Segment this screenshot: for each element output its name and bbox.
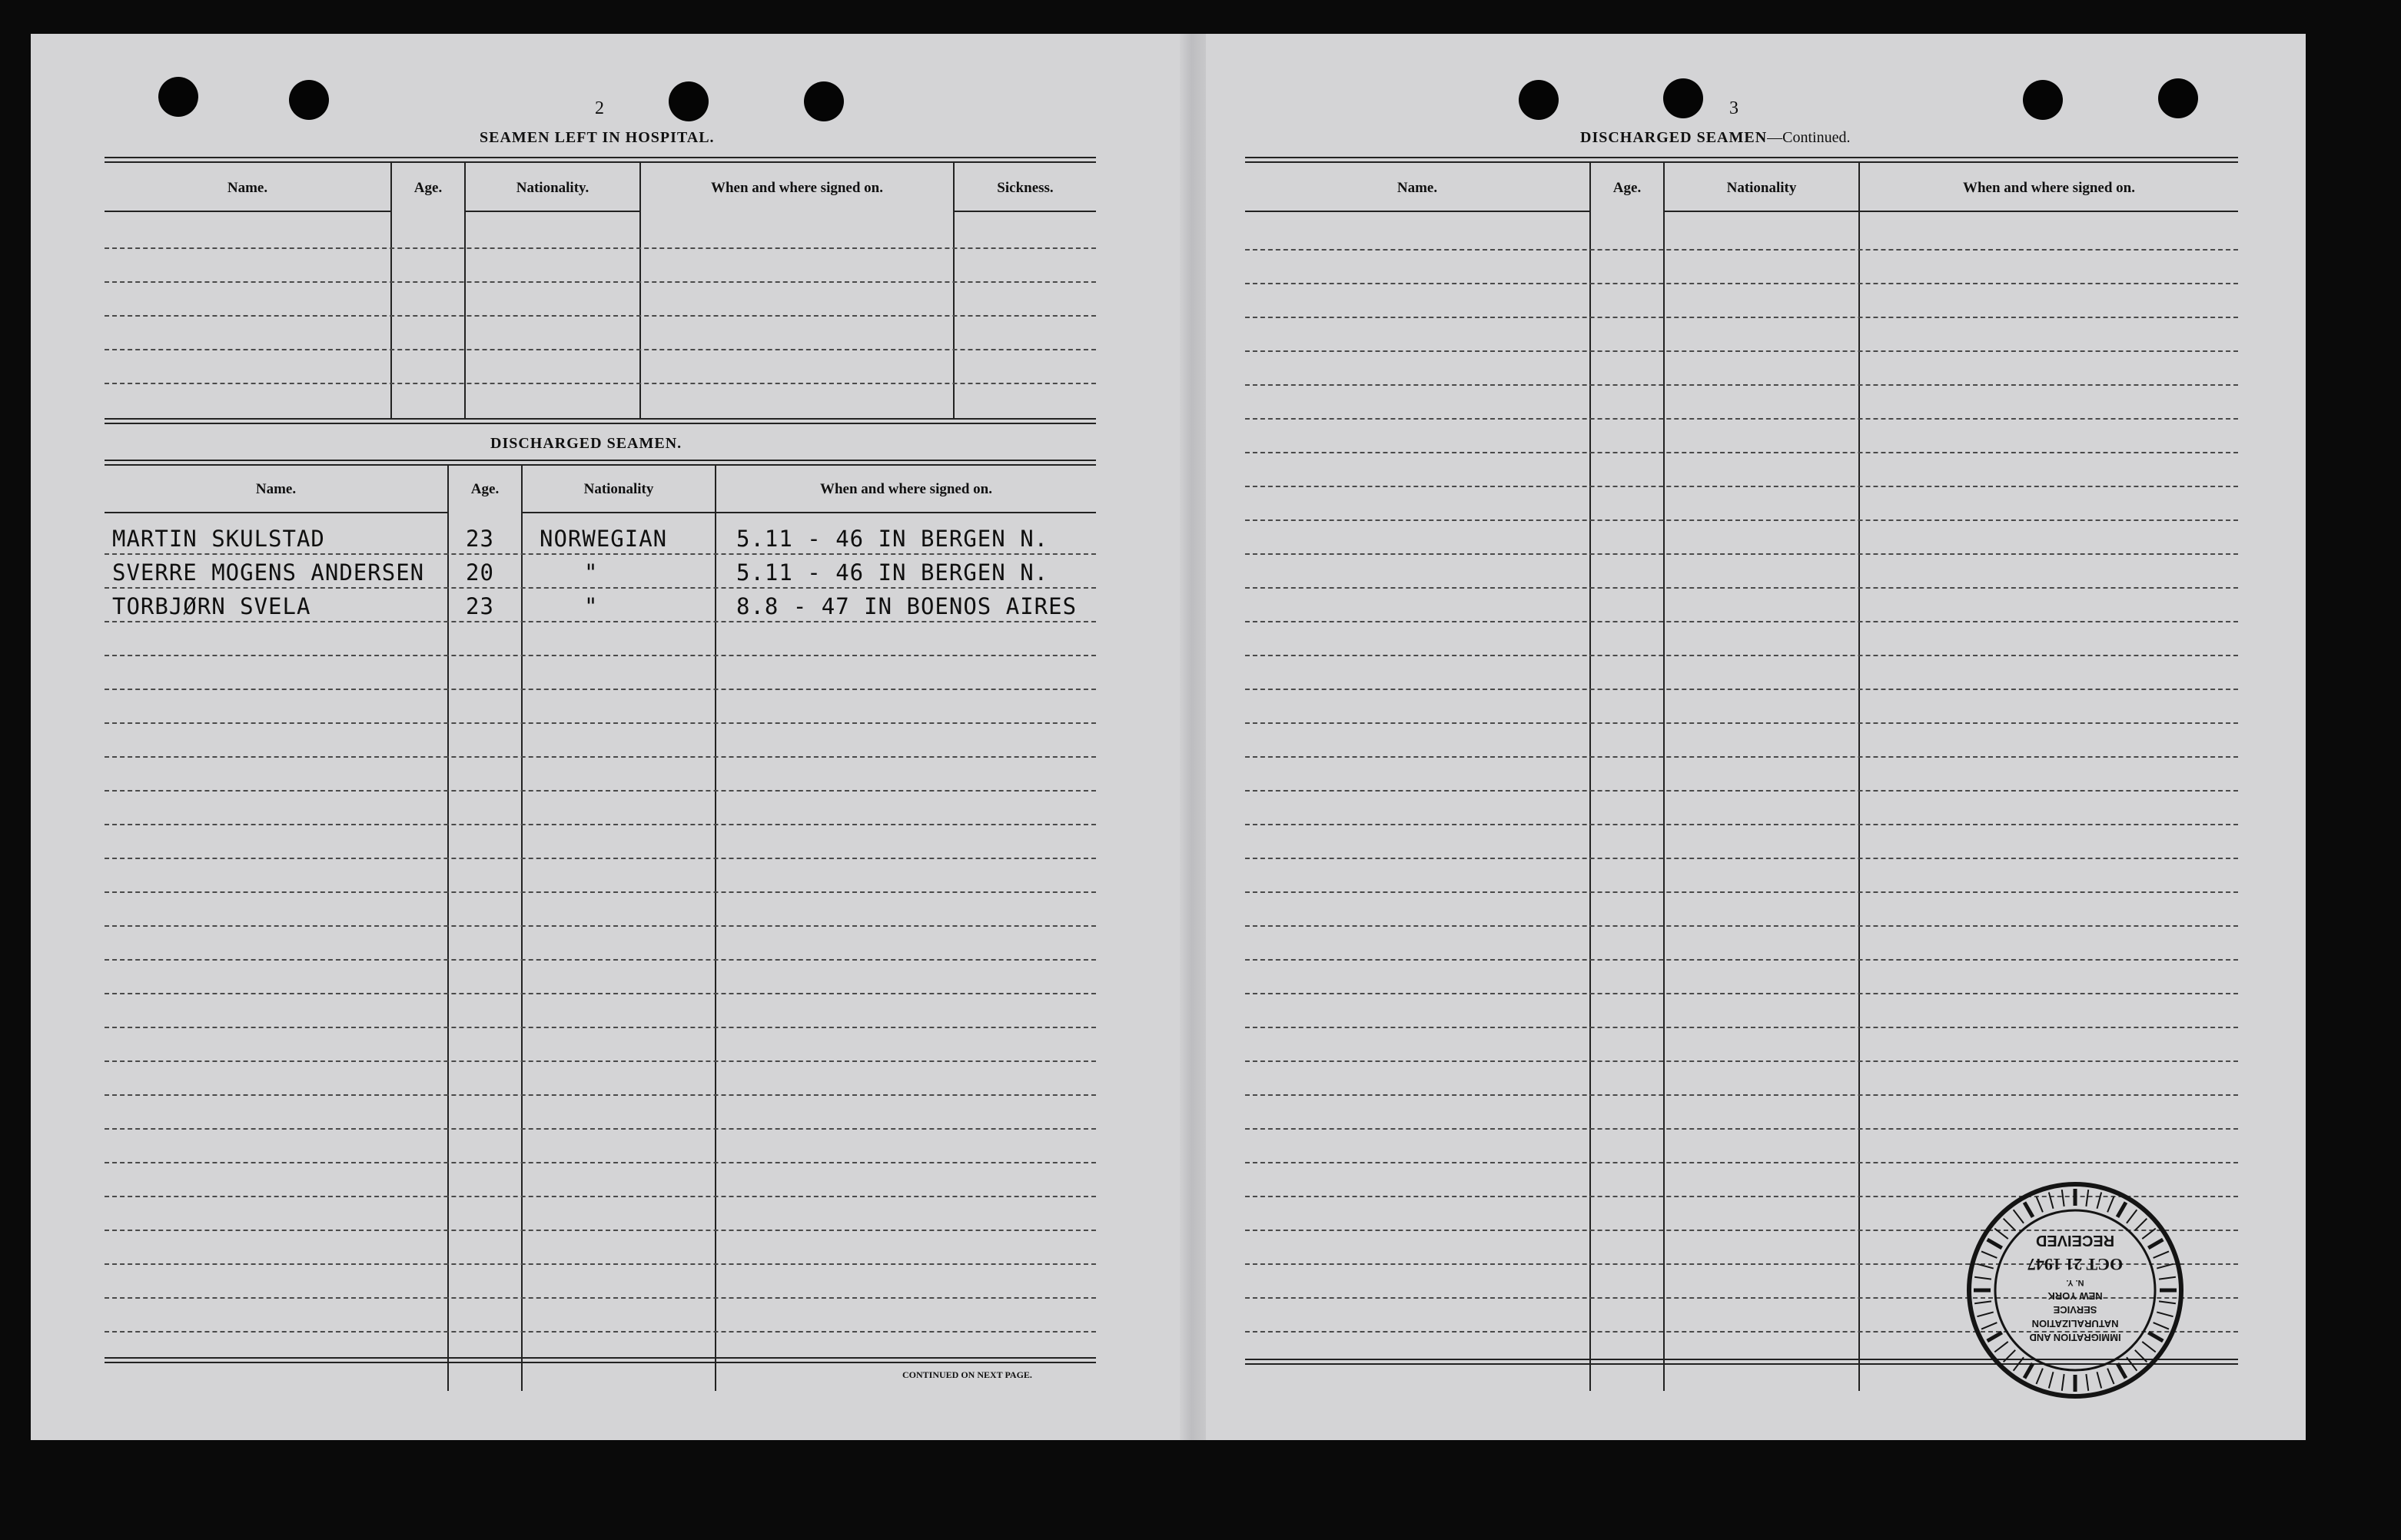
punch-hole xyxy=(1519,80,1559,120)
stamp-tick xyxy=(2062,1374,2064,1391)
ruled-line xyxy=(105,824,1096,825)
stamp-tick xyxy=(2036,1196,2042,1212)
ruled-line xyxy=(105,1331,1096,1333)
stamp-line5: N. Y. xyxy=(2066,1278,2084,1287)
stamp-tick xyxy=(2107,1369,2114,1384)
stamp-tick xyxy=(1988,1333,2002,1341)
stamp-tick xyxy=(1994,1229,2007,1239)
rule xyxy=(1245,161,2238,163)
punch-hole xyxy=(158,77,198,117)
stamp-tick xyxy=(2062,1190,2064,1206)
rule xyxy=(105,423,1096,424)
ruled-line xyxy=(105,1094,1096,1096)
ruled-line xyxy=(1245,891,2238,893)
stamp-tick xyxy=(1974,1277,1991,1279)
ruled-line xyxy=(1245,587,2238,589)
stamp-tick xyxy=(2097,1372,2101,1388)
discharged-col-age: Age. xyxy=(470,481,500,497)
ruled-line xyxy=(105,1196,1096,1197)
right-col-name: Name. xyxy=(1396,180,1438,196)
ruled-line xyxy=(1245,756,2238,758)
rule xyxy=(1665,211,1858,212)
ruled-line xyxy=(105,756,1096,758)
ruled-line xyxy=(105,689,1096,690)
ruled-line xyxy=(1245,790,2238,792)
seaman-signed-on: 8.8 - 47 IN BOENOS AIRES xyxy=(736,593,1078,619)
continued-note: CONTINUED ON NEXT PAGE. xyxy=(902,1369,1032,1380)
stamp-tick xyxy=(2107,1196,2114,1212)
hospital-col-name: Name. xyxy=(227,180,268,196)
ruled-line xyxy=(105,247,1096,249)
seaman-nationality: " xyxy=(584,559,599,586)
stamp-tick xyxy=(2024,1363,2033,1378)
seaman-name: TORBJØRN SVELA xyxy=(112,593,311,619)
rule xyxy=(105,1357,1096,1359)
right-col-age: Age. xyxy=(1612,180,1642,196)
ruled-line xyxy=(1245,1060,2238,1062)
stamp-tick xyxy=(2127,1357,2137,1370)
ruled-line xyxy=(1245,519,2238,521)
stamp-tick xyxy=(2004,1219,2016,1231)
ruled-line xyxy=(1245,1128,2238,1130)
stamp-tick xyxy=(2117,1363,2126,1378)
stamp-tick xyxy=(2127,1210,2137,1223)
seaman-age: 23 xyxy=(466,526,494,552)
stamp-tick xyxy=(2024,1203,2033,1217)
ruled-line xyxy=(1245,722,2238,724)
column-divider xyxy=(447,464,449,1391)
punch-hole xyxy=(1663,78,1703,118)
stamp-tick xyxy=(2154,1323,2169,1329)
rule xyxy=(105,1362,1096,1363)
right-col-nationality: Nationality xyxy=(1726,180,1797,196)
stamp-tick xyxy=(2142,1342,2155,1352)
right-title-suffix: —Continued. xyxy=(1767,129,1851,146)
ruled-line xyxy=(105,1060,1096,1062)
hospital-col-age: Age. xyxy=(413,180,443,196)
ruled-line xyxy=(105,621,1096,622)
discharged-col-name: Name. xyxy=(255,481,297,497)
stamp-line4: NEW YORK xyxy=(2047,1290,2103,1302)
column-divider xyxy=(953,161,955,418)
ruled-line xyxy=(105,587,1096,589)
ruled-line xyxy=(105,790,1096,792)
stamp-line2: NATURALIZATION xyxy=(2031,1318,2119,1329)
stamp-word: RECEIVED xyxy=(2035,1232,2115,1249)
ruled-line xyxy=(105,858,1096,859)
stamp-tick xyxy=(2086,1374,2088,1391)
stamp-tick xyxy=(2135,1350,2147,1362)
ruled-line xyxy=(1245,553,2238,555)
right-section-title xyxy=(1580,129,1851,147)
punch-hole xyxy=(804,81,844,121)
rule xyxy=(1860,211,2238,212)
stamp-tick xyxy=(2148,1333,2163,1341)
ruled-line xyxy=(105,655,1096,656)
ruled-line xyxy=(105,993,1096,994)
stamp-tick xyxy=(2036,1369,2042,1384)
seaman-age: 23 xyxy=(466,593,494,619)
ruled-line xyxy=(105,1162,1096,1163)
stamp-tick xyxy=(2049,1372,2054,1388)
stamp-tick xyxy=(1981,1251,1997,1257)
stamp-line1: IMMIGRATION AND xyxy=(2029,1332,2121,1343)
rule xyxy=(105,161,1096,163)
punch-hole xyxy=(289,80,329,120)
stamp-tick xyxy=(2086,1190,2088,1206)
received-stamp xyxy=(1952,1179,2198,1402)
seaman-age: 20 xyxy=(466,559,494,586)
ruled-line xyxy=(1245,655,2238,656)
stamp-tick xyxy=(2135,1219,2147,1231)
stamp-tick xyxy=(2159,1277,2176,1279)
ruled-line xyxy=(1245,621,2238,622)
rule xyxy=(105,418,1096,420)
stamp-tick xyxy=(2157,1264,2173,1269)
ruled-line xyxy=(105,1230,1096,1231)
rule xyxy=(1245,157,2238,158)
stamp-tick xyxy=(2148,1240,2163,1248)
seaman-name: MARTIN SKULSTAD xyxy=(112,526,325,552)
rule xyxy=(523,512,715,513)
ruled-line xyxy=(1245,1162,2238,1163)
column-divider xyxy=(1663,161,1665,1391)
ruled-line xyxy=(105,891,1096,893)
ruled-line xyxy=(105,383,1096,384)
ruled-line xyxy=(105,1128,1096,1130)
rule xyxy=(466,211,639,212)
stamp-tick xyxy=(2004,1350,2016,1362)
ruled-line xyxy=(105,281,1096,283)
ruled-line xyxy=(105,553,1096,555)
stamp-tick xyxy=(1994,1342,2007,1352)
hospital-section-title: SEAMEN LEFT IN HOSPITAL. xyxy=(480,129,715,146)
ruled-line xyxy=(1245,283,2238,284)
stamp-tick xyxy=(2097,1192,2101,1208)
ruled-line xyxy=(1245,689,2238,690)
rule xyxy=(955,211,1096,212)
column-divider xyxy=(1858,161,1860,1391)
seaman-name: SVERRE MOGENS ANDERSEN xyxy=(112,559,425,586)
ruled-line xyxy=(1245,1094,2238,1096)
document-sheet xyxy=(31,34,2306,1440)
stamp-tick xyxy=(1977,1264,1993,1269)
right-title-main: DISCHARGED SEAMEN xyxy=(1580,129,1768,146)
hospital-col-sickness: Sickness. xyxy=(997,180,1054,196)
column-divider xyxy=(1589,161,1591,1391)
hospital-col-nationality: Nationality. xyxy=(516,180,589,196)
ruled-line xyxy=(1245,317,2238,318)
column-divider xyxy=(464,161,466,418)
stamp-tick xyxy=(2159,1301,2176,1303)
rule xyxy=(105,512,447,513)
ruled-line xyxy=(105,925,1096,927)
page-fold xyxy=(1180,34,1206,1440)
discharged-section-title: DISCHARGED SEAMEN. xyxy=(490,435,682,452)
seaman-signed-on: 5.11 - 46 IN BERGEN N. xyxy=(736,559,1049,586)
stamp-tick xyxy=(2014,1210,2024,1223)
column-divider xyxy=(715,464,716,1391)
punch-hole xyxy=(2158,78,2198,118)
rule xyxy=(105,460,1096,461)
ruled-line xyxy=(105,1297,1096,1299)
stamp-line3: SERVICE xyxy=(2053,1304,2097,1316)
rule xyxy=(105,464,1096,466)
column-divider xyxy=(390,161,392,418)
discharged-col-signed-on: When and where signed on. xyxy=(819,481,992,497)
ruled-line xyxy=(105,959,1096,961)
ruled-line xyxy=(105,349,1096,350)
ruled-line xyxy=(105,1027,1096,1028)
ruled-line xyxy=(1245,418,2238,420)
ruled-line xyxy=(1245,824,2238,825)
punch-hole xyxy=(2023,80,2063,120)
rule xyxy=(105,157,1096,158)
discharged-col-nationality: Nationality xyxy=(583,481,654,497)
ruled-line xyxy=(1245,452,2238,453)
ruled-line xyxy=(105,722,1096,724)
column-divider xyxy=(521,464,523,1391)
stamp-tick xyxy=(2142,1229,2155,1239)
punch-hole xyxy=(669,81,709,121)
stamp-tick xyxy=(2157,1312,2173,1316)
rule xyxy=(716,512,1096,513)
seaman-nationality: " xyxy=(584,593,599,619)
ruled-line xyxy=(105,1263,1096,1265)
ruled-line xyxy=(1245,486,2238,487)
page-number-left: 2 xyxy=(595,98,604,118)
ruled-line xyxy=(1245,959,2238,961)
rule xyxy=(105,211,390,212)
stamp-tick xyxy=(1988,1240,2002,1248)
stamp-date: OCT 21 1947 xyxy=(2027,1255,2124,1274)
stamp-tick xyxy=(2154,1251,2169,1257)
ruled-line xyxy=(1245,249,2238,251)
ruled-line xyxy=(1245,1027,2238,1028)
ruled-line xyxy=(1245,993,2238,994)
stamp-tick xyxy=(1977,1312,1993,1316)
stamp-tick xyxy=(1981,1323,1997,1329)
ruled-line xyxy=(105,315,1096,317)
rule xyxy=(1245,211,1589,212)
ruled-line xyxy=(1245,384,2238,386)
ruled-line xyxy=(1245,925,2238,927)
stamp-tick xyxy=(2049,1192,2054,1208)
stamp-tick xyxy=(2117,1203,2126,1217)
seaman-nationality: NORWEGIAN xyxy=(540,526,668,552)
page-number-right: 3 xyxy=(1729,98,1738,118)
ruled-line xyxy=(1245,350,2238,352)
stamp-tick xyxy=(2014,1357,2024,1370)
stamp-tick xyxy=(1974,1301,1991,1303)
right-col-signed-on: When and where signed on. xyxy=(1962,180,2135,196)
column-divider xyxy=(639,161,641,418)
seaman-signed-on: 5.11 - 46 IN BERGEN N. xyxy=(736,526,1049,552)
ruled-line xyxy=(1245,858,2238,859)
hospital-col-signed-on: When and where signed on. xyxy=(710,180,883,196)
